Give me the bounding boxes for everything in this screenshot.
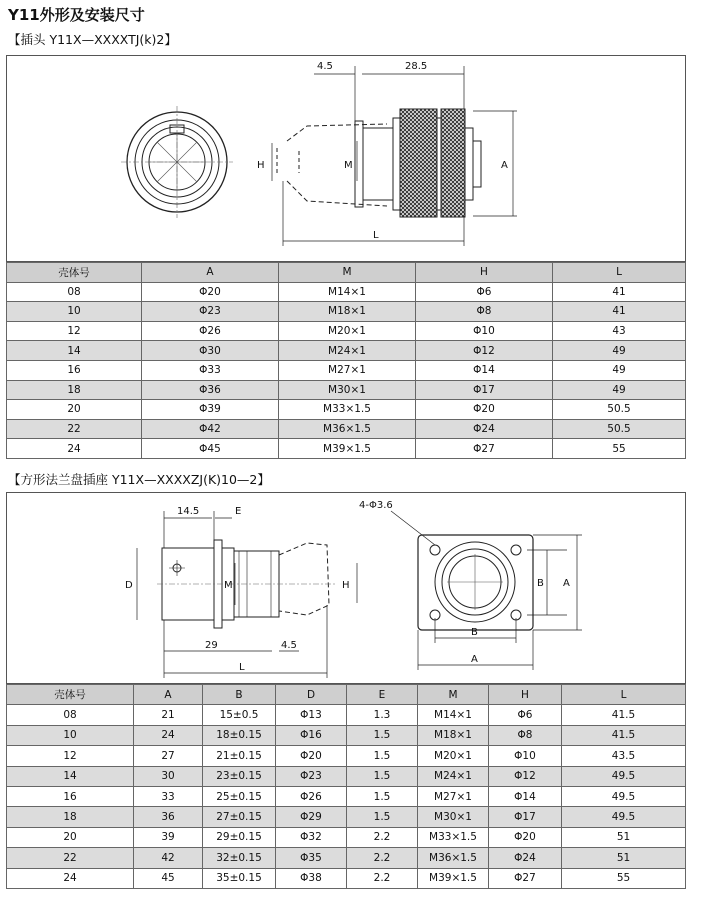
cell: Φ14: [416, 360, 553, 380]
col-header: H: [489, 685, 562, 705]
cell: 1.5: [347, 766, 418, 786]
table-row: [7, 725, 686, 745]
cell: Φ16: [276, 725, 347, 745]
cell: 30: [134, 766, 203, 786]
dim-4-5: 4.5: [317, 61, 333, 72]
cell: Φ27: [489, 868, 562, 888]
plug-drawing: [7, 56, 685, 261]
cell: Φ39: [142, 400, 279, 420]
cell: 55: [562, 868, 686, 888]
cell: Φ42: [142, 419, 279, 439]
col-header: B: [203, 685, 276, 705]
table-row: [7, 360, 686, 380]
dim-m: M: [224, 580, 233, 591]
cell: 21±0.15: [203, 746, 276, 766]
cell: 14: [7, 766, 134, 786]
cell: 24: [7, 439, 142, 459]
col-header: M: [279, 263, 416, 283]
cell: 2.2: [347, 848, 418, 868]
cell: 27: [134, 746, 203, 766]
cell: M36×1.5: [418, 848, 489, 868]
cell: Φ6: [489, 705, 562, 725]
dim-b: B: [471, 627, 478, 638]
col-header: M: [418, 685, 489, 705]
cell: M33×1.5: [418, 827, 489, 847]
table-row: [7, 439, 686, 459]
cell: Φ24: [489, 848, 562, 868]
cell: 24: [7, 868, 134, 888]
cell: Φ17: [489, 807, 562, 827]
cell: Φ10: [489, 746, 562, 766]
cell: Φ14: [489, 786, 562, 806]
cell: Φ20: [416, 400, 553, 420]
cell: 14: [7, 341, 142, 361]
cell: 27±0.15: [203, 807, 276, 827]
dim-b-vertical: B: [537, 578, 544, 589]
cell: 1.5: [347, 786, 418, 806]
cell: 55: [553, 439, 686, 459]
cell: 18: [7, 380, 142, 400]
cell: Φ23: [276, 766, 347, 786]
cell: 16: [7, 360, 142, 380]
dim-m: M: [344, 160, 353, 171]
cell: 08: [7, 705, 134, 725]
cell: 21: [134, 705, 203, 725]
cell: M24×1: [279, 341, 416, 361]
cell: 1.5: [347, 725, 418, 745]
cell: M18×1: [418, 725, 489, 745]
cell: 16: [7, 786, 134, 806]
table-row: [7, 302, 686, 322]
cell: Φ24: [416, 419, 553, 439]
section2-heading: 【方形法兰盘插座 Y11X—XXXXZJ(K)10—2】: [8, 472, 270, 487]
cell: 41: [553, 282, 686, 302]
cell: 49: [553, 380, 686, 400]
cell: Φ20: [276, 746, 347, 766]
cell: 1.5: [347, 746, 418, 766]
cell: 45: [134, 868, 203, 888]
cell: Φ38: [276, 868, 347, 888]
dim-a: A: [501, 160, 508, 171]
cell: Φ30: [142, 341, 279, 361]
cell: Φ33: [142, 360, 279, 380]
cell: Φ12: [489, 766, 562, 786]
cell: 50.5: [553, 419, 686, 439]
dim-a: A: [471, 654, 478, 665]
cell: Φ27: [416, 439, 553, 459]
receptacle-side-view: [157, 540, 337, 628]
plug-side-view: [277, 109, 481, 217]
plug-drawing-box: [6, 55, 686, 262]
cell: Φ45: [142, 439, 279, 459]
cell: Φ29: [276, 807, 347, 827]
dim-e: E: [235, 506, 242, 517]
cell: M27×1: [418, 786, 489, 806]
col-header: 壳体号: [7, 685, 134, 705]
cell: 12: [7, 321, 142, 341]
cell: 22: [7, 848, 134, 868]
table-row: [7, 766, 686, 786]
table-row: [7, 868, 686, 888]
cell: 41.5: [562, 725, 686, 745]
cell: 22: [7, 419, 142, 439]
table-row: [7, 827, 686, 847]
cell: M14×1: [418, 705, 489, 725]
cell: 18: [7, 807, 134, 827]
table-row: [7, 400, 686, 420]
cell: M20×1: [279, 321, 416, 341]
cell: Φ13: [276, 705, 347, 725]
receptacle-spec-table: [6, 684, 686, 889]
cell: 29±0.15: [203, 827, 276, 847]
dim-l: L: [239, 662, 245, 673]
cell: 51: [562, 848, 686, 868]
col-header: D: [276, 685, 347, 705]
cell: Φ10: [416, 321, 553, 341]
cell: 12: [7, 746, 134, 766]
cell: 23±0.15: [203, 766, 276, 786]
table-row: [7, 705, 686, 725]
table-header-row: [7, 685, 686, 705]
dim-holes: 4-Φ3.6: [359, 500, 393, 511]
cell: M33×1.5: [279, 400, 416, 420]
cell: 1.5: [347, 807, 418, 827]
cell: 33: [134, 786, 203, 806]
dim-l: L: [373, 230, 379, 241]
dim-29: 29: [205, 640, 218, 651]
cell: 1.3: [347, 705, 418, 725]
cell: Φ8: [489, 725, 562, 745]
cell: 25±0.15: [203, 786, 276, 806]
section1-heading: 【插头 Y11X—XXXXTJ(k)2】: [8, 32, 177, 47]
cell: Φ20: [489, 827, 562, 847]
cell: 36: [134, 807, 203, 827]
receptacle-drawing-box: [6, 492, 686, 684]
cell: M39×1.5: [279, 439, 416, 459]
cell: Φ36: [142, 380, 279, 400]
table-row: [7, 807, 686, 827]
cell: Φ23: [142, 302, 279, 322]
table-row: [7, 746, 686, 766]
plug-front-view: [121, 106, 233, 218]
cell: 10: [7, 302, 142, 322]
cell: 32±0.15: [203, 848, 276, 868]
cell: M24×1: [418, 766, 489, 786]
cell: Φ26: [142, 321, 279, 341]
cell: 15±0.5: [203, 705, 276, 725]
cell: M30×1: [418, 807, 489, 827]
cell: 43.5: [562, 746, 686, 766]
col-header: A: [134, 685, 203, 705]
cell: 2.2: [347, 827, 418, 847]
col-header: E: [347, 685, 418, 705]
dim-a-vertical: A: [563, 578, 570, 589]
cell: Φ20: [142, 282, 279, 302]
cell: 2.2: [347, 868, 418, 888]
dim-h: H: [257, 160, 265, 171]
cell: M36×1.5: [279, 419, 416, 439]
col-header: L: [562, 685, 686, 705]
cell: 10: [7, 725, 134, 745]
plug-spec-table: [6, 262, 686, 459]
table-row: [7, 282, 686, 302]
receptacle-drawing: [7, 493, 685, 683]
col-header: A: [142, 263, 279, 283]
cell: Φ12: [416, 341, 553, 361]
dim-h: H: [342, 580, 350, 591]
cell: M18×1: [279, 302, 416, 322]
receptacle-front-view: [418, 535, 533, 630]
cell: 18±0.15: [203, 725, 276, 745]
dim-4-5: 4.5: [281, 640, 297, 651]
table-row: [7, 341, 686, 361]
table-header-row: [7, 263, 686, 283]
cell: 20: [7, 827, 134, 847]
cell: 42: [134, 848, 203, 868]
page-title: Y11外形及安装尺寸: [8, 6, 145, 24]
cell: 41.5: [562, 705, 686, 725]
cell: Φ6: [416, 282, 553, 302]
cell: 39: [134, 827, 203, 847]
cell: 35±0.15: [203, 868, 276, 888]
table-row: [7, 786, 686, 806]
cell: 49: [553, 360, 686, 380]
dim-28-5: 28.5: [405, 61, 428, 72]
cell: Φ32: [276, 827, 347, 847]
cell: 08: [7, 282, 142, 302]
cell: 49.5: [562, 766, 686, 786]
table-row: [7, 419, 686, 439]
cell: 51: [562, 827, 686, 847]
table-row: [7, 321, 686, 341]
dim-d: D: [125, 580, 133, 591]
cell: M39×1.5: [418, 868, 489, 888]
cell: Φ35: [276, 848, 347, 868]
table-row: [7, 848, 686, 868]
cell: M20×1: [418, 746, 489, 766]
cell: 49: [553, 341, 686, 361]
cell: Φ8: [416, 302, 553, 322]
dim-14-5: 14.5: [177, 506, 200, 517]
plug-dimensions: [272, 66, 517, 246]
cell: 50.5: [553, 400, 686, 420]
cell: 43: [553, 321, 686, 341]
cell: Φ26: [276, 786, 347, 806]
cell: M30×1: [279, 380, 416, 400]
col-header: 壳体号: [7, 263, 142, 283]
cell: 49.5: [562, 786, 686, 806]
cell: 24: [134, 725, 203, 745]
cell: M27×1: [279, 360, 416, 380]
cell: M14×1: [279, 282, 416, 302]
cell: 20: [7, 400, 142, 420]
col-header: L: [553, 263, 686, 283]
cell: Φ17: [416, 380, 553, 400]
col-header: H: [416, 263, 553, 283]
cell: 41: [553, 302, 686, 322]
cell: 49.5: [562, 807, 686, 827]
table-row: [7, 380, 686, 400]
